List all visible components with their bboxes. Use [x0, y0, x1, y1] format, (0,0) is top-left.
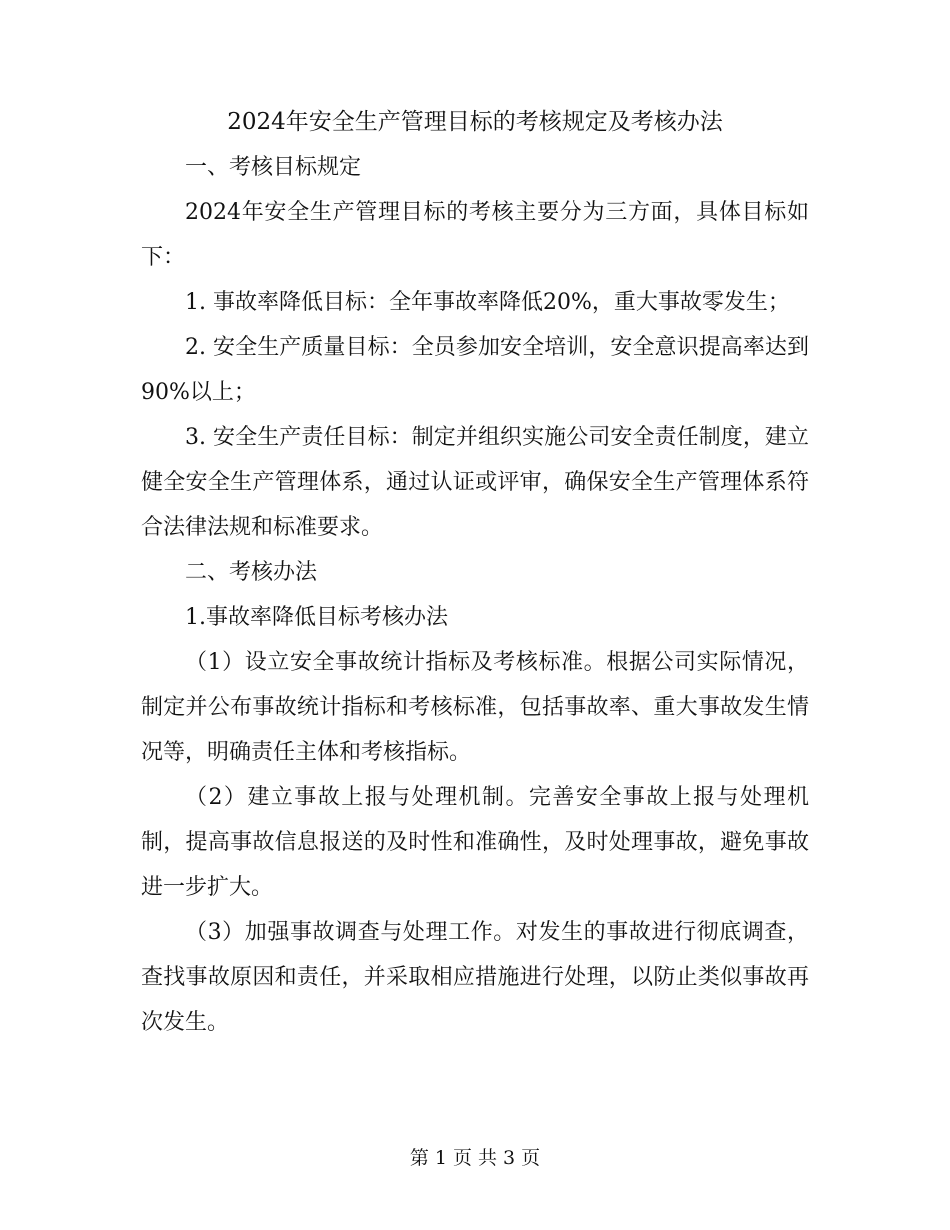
page-number-footer: 第 1 页 共 3 页 [409, 1147, 541, 1169]
subsection-heading-1: 1.事故率降低目标考核办法 [185, 605, 448, 630]
list-item-goal-1: 1. 事故率降低目标：全年事故率降低20%，重大事故零发生； [185, 290, 790, 315]
paragraph-method-1: （1）设立安全事故统计指标及考核标准。根据公司实际情况，制定并公布事故统计指标和考核标准，包括事故率、重大事故发生情况等，明确责任主体和考核指标。 [141, 650, 809, 765]
list-item-goal-3: 3. 安全生产责任目标：制定并组织实施公司安全责任制度，建立健全安全生产管理体系，通过认证或评审，确保安全生产管理体系符合法律法规和标准要求。 [141, 425, 809, 540]
document-title: 2024年安全生产管理目标的考核规定及考核办法 [227, 109, 723, 135]
list-item-goal-2: 2. 安全生产质量目标：全员参加安全培训，安全意识提高率达到90%以上； [141, 335, 809, 405]
paragraph-method-2: （2）建立事故上报与处理机制。完善安全事故上报与处理机制，提高事故信息报送的及时性和准确性，及时处理事故，避免事故进一步扩大。 [141, 785, 809, 900]
paragraph-intro: 2024年安全生产管理目标的考核主要分为三方面，具体目标如下： [141, 200, 809, 270]
section-heading-1: 一、考核目标规定 [185, 155, 362, 180]
document-body [141, 100, 809, 1045]
paragraph-method-3: （3）加强事故调查与处理工作。对发生的事故进行彻底调查，查找事故原因和责任，并采取相应措施进行处理，以防止类似事故再次发生。 [141, 920, 809, 1035]
section-heading-2: 二、考核办法 [185, 560, 318, 585]
